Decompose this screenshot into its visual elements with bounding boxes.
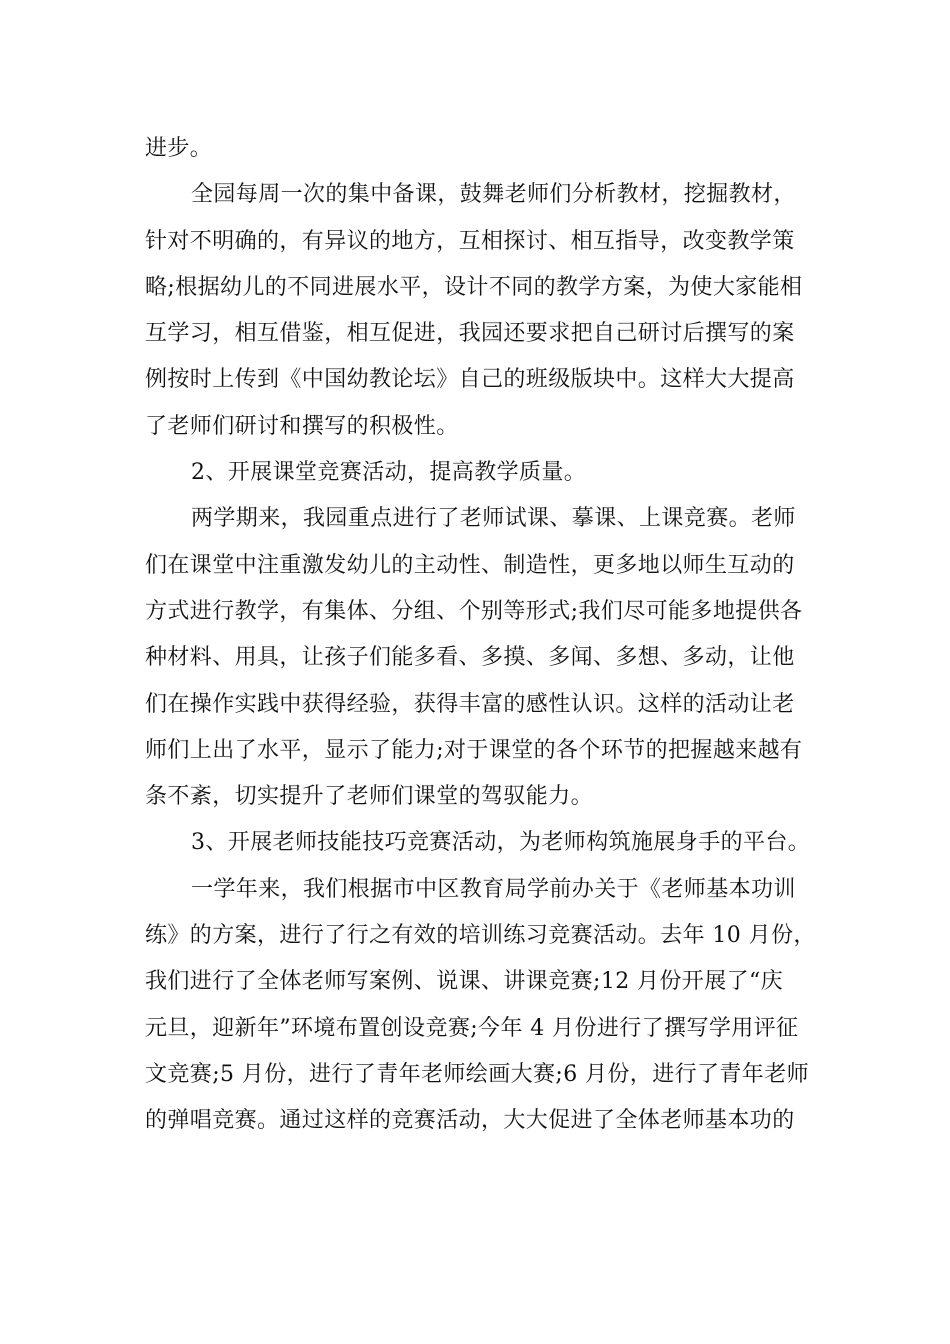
text-line: 一学年来，我们根据市中区教育局学前办关于《老师基本功训 [191,876,796,902]
body-text [145,126,816,1145]
text-line: 互学习，相互借鉴，相互促进，我园还要求把自己研讨后撰写的案 [145,321,795,347]
section-heading: 3、开展老师技能技巧竞赛活动，为老师构筑施展身手的平台。 [191,830,811,856]
text-line: 略;根据幼儿的不同进展水平，设计不同的教学方案，为使大家能相 [145,274,803,300]
text-line: 们在课堂中注重激发幼儿的主动性、制造性，更多地以师生互动的 [145,552,795,578]
text-line: 例按时上传到《中国幼教论坛》自己的班级版块中。这样大大提高 [145,367,795,393]
text-line: 的弹唱竞赛。通过这样的竞赛活动，大大促进了全体老师基本功的 [145,1108,795,1134]
text-line: 们在操作实践中获得经验，获得丰富的感性认识。这样的活动让老 [145,691,795,717]
section-heading: 2、开展课堂竞赛活动，提高教学质量。 [191,460,587,486]
text-line: 种材料、用具，让孩子们能多看、多摸、多闻、多想、多动，让他 [145,645,795,671]
text-line: 针对不明确的，有异议的地方，互相探讨、相互指导，改变教学策 [145,228,795,254]
text-line: 进步。 [145,136,213,161]
text-line: 条不紊，切实提升了老师们课堂的驾驭能力。 [145,784,594,810]
text-line: 元旦，迎新年”环境布置创设竞赛;今年 4 月份进行了撰写学用评征 [145,1015,799,1041]
text-line: 师们上出了水平，显示了能力;对于课堂的各个环节的把握越来越有 [145,737,803,763]
text-line: 全园每周一次的集中备课，鼓舞老师们分析教材，挖掘教材， [191,182,796,208]
text-line: 两学期来，我园重点进行了老师试课、摹课、上课竞赛。老师 [191,506,796,532]
text-line: 方式进行教学，有集体、分组、个别等形式;我们尽可能多地提供各 [145,598,803,624]
text-line: 我们进行了全体老师写案例、说课、讲课竞赛;12 月份开展了“庆 [145,969,784,995]
text-line: 文竞赛;5 月份，进行了青年老师绘画大赛;6 月份，进行了青年老师 [145,1061,810,1087]
text-line: 练》的方案，进行了行之有效的培训练习竞赛活动。去年 10 月份， [145,923,816,949]
text-line: 了老师们研讨和撰写的积极性。 [145,413,459,439]
